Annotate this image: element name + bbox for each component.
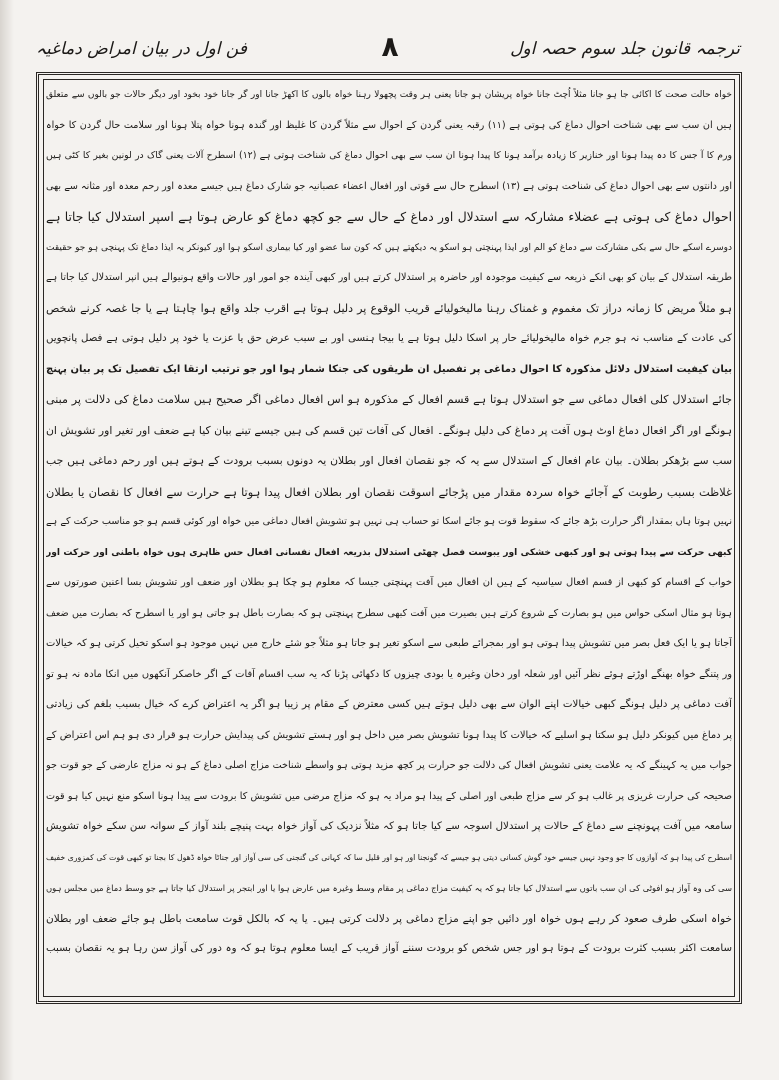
text-line: خواہ اسکی طرف صعود کر رہے ہوں خواہ اور دائیں جو اپنے مزاج دماغی پر دلالت کرتی ہیں۔ یا یہ کہ بالکل قوت سامعت باطل ہو جائے ضعف اور بطلان — [46, 912, 732, 925]
running-title-left: فن اول در بیان امراض دماغیہ — [36, 39, 247, 59]
text-line: ہیں ان سب سے بھی شناخت احوال دماغ کی ہوتی ہے (۱۱) رقبہ یعنی گردن کے احوال سے مثلاً گردن کا غلیظ اور گندہ ہونا خواہ پتلا ہونا اور سلامت حال گردن کا خواہ — [46, 119, 732, 131]
text-line: کبھی حرکت سے پیدا ہوتی ہو اور کبھی خشکی اور یبوست فصل چھٹی استدلال بذریعہ افعال نفسانی افعال حس ظاہری ہوں خواہ باطنی اور حرکت اور — [46, 547, 732, 558]
text-line: احوال دماغ کی ہوتی ہے عضلاء مشارکہ سے استدلال اور دماغ کے حال سے جو کچھ دماغ کو عارض ہوتا ہے اسپر استدلال کیا جاتا ہے — [46, 210, 732, 224]
text-line: سب سے بڑھکر بطلان۔ بیان عام افعال کے استدلال سے یہ کہ جو نقصان افعال اور بطلان یہ دونوں بسبب برودت کے ہوتے ہیں اور رحم دماغی ہیں جب — [46, 454, 732, 467]
text-line: دوسرے اسکے حال سے بکی مشارکت سے دماغ کو الم اور ایذا پہنچتی ہو اسکو یہ دیکھتے ہیں کہ کون سا عضو اور کیا بیماری اسکو ہوا اور کیونکر یہ ایذا دماغ تک پہنچی ہو جو حقیقت — [46, 242, 732, 253]
text-line: سامعہ میں آفت پہونچنے سے دماغ کے حالات پر استدلال اسوجہ سے کیا جاتا ہو کہ مثلاً نزدیک کی آواز خواہ بہت پنیچے بلند آواز کے سوانہ سن سکے خواہ تشویش — [46, 821, 732, 832]
text-line: سامعت اکثر بسبب کثرت برودت کے ہوتا ہو اور جس شخص کو برودت سننے آواز قریب کے ایسا معلوم ہوتا ہو کہ وہ دور کی آواز سن رہا ہو یہ نقصان بسبب — [46, 943, 732, 954]
text-line: ہو مثلاً مریض کا زمانہ دراز تک مغموم و غمناک رہنا مالیخولیائے قریب الوقوع پر دلیل ہوتا ہے اقرب جلد واقع ہوا چاہتا ہے یا جا غصہ کرنے شخص — [46, 301, 732, 315]
text-line: بیان کیفیت استدلال دلائل مذکورہ کا احوال دماغی پر تفصیل ان طریقوں کی جنکا شمار ہوا اور جو ترتیب ارتقا ایک تفصیل تک پر بیان پہنچ — [46, 363, 732, 375]
text-line: غلاظت بسبب رطوبت کے آجائے خواہ سردہ مقدار میں پڑجائے اسوقت نقصان اور بطلان افعال پیدا ہوتا ہے حرارت سے افعال کا نقصان یا بطلان — [46, 484, 732, 499]
running-title-right: ترجمہ قانون جلد سوم حصہ اول — [510, 39, 740, 59]
text-line: خواب کے اقسام کو کبھی از قسم افعال سیاسیہ کے ہیں ان افعال میں آفت پہنچتی جیسا کہ معلوم ہو چکا ہو بطلان اور ضعف اور تشویش بسا اعنین صورتوں سے — [46, 577, 732, 588]
text-line: اسطرح کی پیدا ہو کہ آوازوں کا جو وجود نہیں جیسے خود گوش کسانی دیتی ہو جیسے کہ گونجنا اور ہو اور قلیل سا کہ کہانی کی گنجنی کی سی آواز اور جناٹا خواہ ڈھول کا بجنا تو کبھی قوت کی کمزوری خفیف — [46, 852, 732, 862]
text-line: سی کی وہ آواز ہو افوٹی کی ان سب باتوں سے استدلال کیا جاتا ہو کہ یہ کیفیت مزاج دماغی پر مقام وسط وغیرہ میں عارض ہوا یا اور ابتجر پر استدلال کیا جاتا ہے جو وسط دماغ میں مجلس ہوں — [46, 883, 732, 893]
text-line: نہیں ہوتا ہاں بمقدار اگر حرارت بڑھ جائے کہ سقوط قوت ہو جائے اسکا تو حساب ہی نہیں ہو تشویش افعال دماغی میں خواہ اور کوئی قسم ہو جو مناسب حرکت کے ہے — [46, 516, 732, 527]
page-spine-shadow — [0, 0, 14, 1080]
text-line: طریقہ استدلال کے بیان کو بھی انکے ذریعہ سے کیفیت موجودہ اور حاضرہ پر استدلال کرتے ہیں اور کبھی آیندہ جو امور اور حالات واقع ہونیوالے ہیں انپر استدلال کیا جاتا ہے — [46, 272, 732, 283]
text-line: پر دماغ میں کیونکر دلیل ہو سکتا ہو اسلیے کہ خیالات کا پیدا ہونا تشویش بصر میں داخل ہو اور ہستے تشویش کی پیدایش حرارت ہو قرار دی ہو ہم اس اعتراض کے — [46, 729, 732, 741]
text-line: آجاتا ہو یا ایک فعل بصر میں تشویش پیدا ہوتی ہو اور بمجرائے طبعی سے اسکو تغیر ہو جاتا ہو مثلاً جو شئے خارج میں نہیں موجود ہو اسکو تخیل کرتی ہو کہ خیالات — [46, 638, 732, 649]
text-line: ورم کا آ جس کا دہ پیدا ہونا اور خنازیر کا زیادہ برآمد ہونا کا پیدا ہونا ان سب سے بھی احوال دماغ کی شناخت ہوتی ہے (۱۲) اسطرح آلات یعنی گاک در لونین بغیر کا کٹی ہیں — [46, 150, 732, 161]
text-line: اور دانتوں سے بھی احوال دماغ کی شناخت ہوتی ہے (۱۳) اسطرح حال سے قوتی اور افعال اعضاء عصبانیہ جو شارک دماغ ہیں جیسے معدہ اور رحم معدہ اور مثانہ سے بھی — [46, 180, 732, 192]
text-line: آفت دماغی پر دلیل ہونگے کبھی خیالات اپنے الوان سے بھی دلیل ہوتے ہیں کسی معترض کے مقام پر زیبا ہو اگر یہ اعتراض کرے کہ خیال بسبب بلغم کی زیادتی — [46, 699, 732, 710]
text-line: جائے استدلال کلی افعال دماغی سے جو استدلال ہوتا ہے قسم افعال کے مذکورہ ہو اس افعال دماغی اگر صحیح ہیں سلامت دماغ کی دلالت پر مبنی — [46, 393, 732, 406]
text-line: جواب میں یہ کہینگے کہ یہ علامت یعنی تشویش افعال کی دلالت جو حرارت پر کچھ مزید ہوتی ہو واسطے شناخت مزاج اصلی دماغ کے ہو نہ مزاج عارضی کے جو قوت جو — [46, 760, 732, 771]
text-line: خواہ حالت صحت کا اکائی جا ہو جانا مثلاً اُچٹ جانا خواہ پریشان ہو جانا یعنی ہر وقت پچھولا رہنا خواہ بالوں کا اکھڑ جانا اور گر جانا خود بخود اور دیگر حالات جو بالوں سے متعلق — [46, 90, 732, 100]
text-line: ہوتا ہو مثال اسکی حواس میں ہو بصارت کے شروع کرتے ہیں بصیرت میں آفت کبھی سطرح پہنچتی ہو کہ بصارت باطل ہو جاتی ہو اور یا اسطرح کہ بصارت میں ضعف — [46, 607, 732, 619]
text-line: صحیحہ کی حرارت غریزی پر غالب ہو کر سے مزاج طبعی اور اصلی کے پیدا ہو مراد یہ ہو کہ مزاج مرضی میں تشویش کا برودت سے پیدا ہونا اسکو منع نہیں کیا ہو قوت — [46, 790, 732, 802]
page-body-text — [46, 80, 732, 996]
text-line: ور پتنگے خواہ بھنگے اوڑتے ہوئے نظر آئیں اور شعلہ اور دخان وغیرہ یا بودی چیزوں کا دکھائی پڑنا کہ یہ سب اقسام آفات کے اگر خاصکر آنکھوں میں انکا مادہ نہ ہو تو — [46, 668, 732, 680]
text-line: ہونگے اور اگر افعال دماغ اوٹ ہوں آفت پر دماغ کی دلیل ہونگے۔ افعال کی آفات تین قسم کی ہیں جیسے تینے بیان کیا ہے ضعف اور تغیر اور تشویش ان — [46, 423, 732, 437]
text-line: کی عادت کے مناسب نہ ہو جرم خواہ مالیخولیائے حار پر اسکا دلیل ہوتا ہے یا بیجا ہنسی اور بے سبب عرض حق یا عزت یا خود پر دلیل ہوتی ہے فصل پانچویں — [46, 333, 732, 344]
page-header — [28, 30, 752, 70]
page-number: ۸ — [381, 30, 399, 63]
